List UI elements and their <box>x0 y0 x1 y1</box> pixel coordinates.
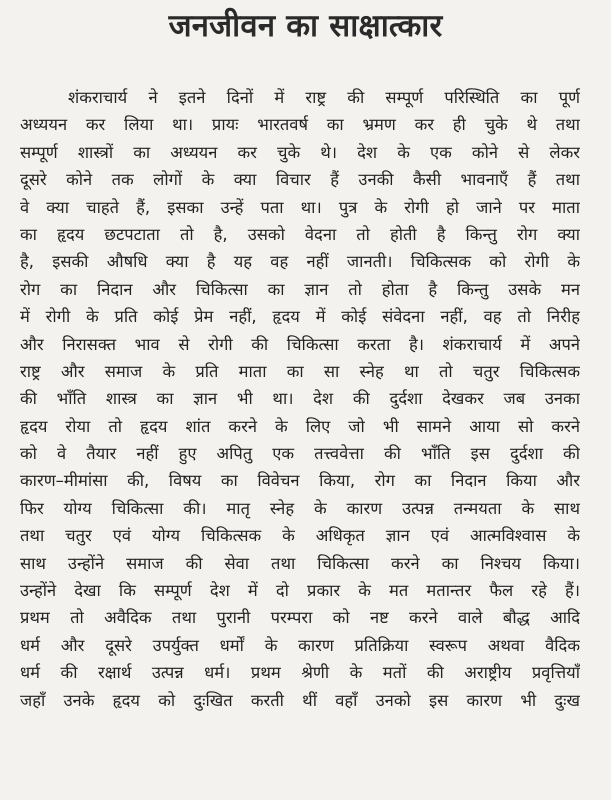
paragraph <box>20 84 580 714</box>
text-line: रोग का निदान और चिकित्सा का ज्ञान तो होता है किन्तु उसके मन <box>20 279 580 299</box>
document-title: जनजीवन का साक्षात्कार <box>168 8 443 44</box>
text-line: धर्म की रक्षार्थ उत्पन्न धर्म। प्रथम श्रेणी के मतों की अराष्ट्रीय प्रवृत्तियाँ <box>20 663 580 683</box>
text-line: अध्ययन कर लिया था। प्रायः भारतवर्ष का भ्रमण कर ही चुके थे तथा <box>20 115 580 135</box>
text-line: को वे तैयार नहीं हुए अपितु एक तत्त्ववेत्ता की भाँति इस दुर्दशा की <box>20 444 580 464</box>
text-line: तथा चतुर एवं योग्य चिकित्सक के अधिकृत ज्ञान एवं आत्मविश्वास के <box>20 526 580 546</box>
text-line: धर्म और दूसरे उपर्युक्त धर्मों के कारण प्रतिक्रिया स्वरूप अथवा वैदिक <box>20 635 580 655</box>
text-line: फिर योग्य चिकित्सा की। मातृ स्नेह के कारण उत्पन्न तन्मयता के साथ <box>20 498 580 518</box>
text-line: की भाँति शास्त्र का ज्ञान भी था। देश की दुर्दशा देखकर जब उनका <box>20 389 580 409</box>
text-line: में रोगी के प्रति कोई प्रेम नहीं, हृदय में कोई संवेदना नहीं, वह तो निरीह <box>20 307 580 327</box>
text-line: उन्होंने देखा कि सम्पूर्ण देश में दो प्रकार के मत मतान्तर फैल रहे हैं। <box>20 581 580 601</box>
text-line: दूसरे कोने तक लोगों के क्या विचार हैं उनकी कैसी भावनाएँ हैं तथा <box>20 170 580 190</box>
text-line: जहाँ उनके हृदय को दुःखित करती थीं वहाँ उनको इस कारण भी दुःख <box>20 690 580 710</box>
text-line: और निरासक्त भाव से रोगी की चिकित्सा करता है। शंकराचार्य में अपने <box>20 334 580 354</box>
text-line: साथ उन्होंने समाज की सेवा तथा चिकित्सा करने का निश्चय किया। <box>20 553 580 573</box>
text-line: शंकराचार्य ने इतने दिनों में राष्ट्र की सम्पूर्ण परिस्थिति का पूर्ण <box>68 88 580 107</box>
text-line: राष्ट्र और समाज के प्रति माता का सा स्नेह था तो चतुर चिकित्सक <box>20 361 580 381</box>
text-line: प्रथम तो अवैदिक तथा पुरानी परम्परा को नष्ट करने वाले बौद्ध आदि <box>20 608 580 628</box>
text-line: है, इसकी औषधि क्या है यह वह नहीं जानती। चिकित्सक को रोगी के <box>20 252 580 272</box>
text-line: सम्पूर्ण शास्त्रों का अध्ययन कर चुके थे। देश के एक कोने से लेकर <box>20 142 580 162</box>
text-line: कारण–मीमांसा की, विषय का विवेचन किया, रोग का निदान किया और <box>20 471 580 491</box>
text-line: वे क्या चाहते हैं, इसका उन्हें पता था। पुत्र के रोगी हो जाने पर माता <box>20 197 580 217</box>
text-line: का हृदय छटपटाता तो है, उसको वेदना तो होती है किन्तु रोग क्या <box>20 224 580 244</box>
text-line: हृदय रोया तो हृदय शांत करने के लिए जो भी सामने आया सो करने <box>20 416 580 436</box>
